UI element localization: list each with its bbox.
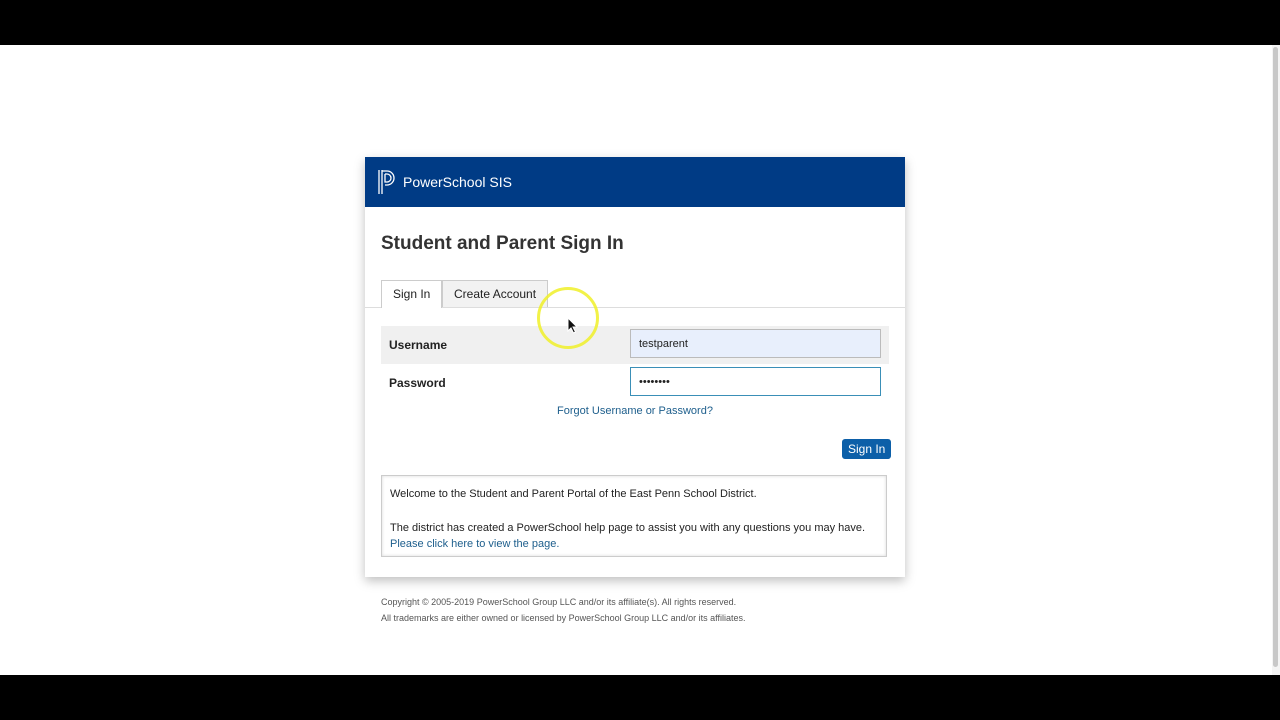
letterbox-top [0, 0, 1280, 45]
password-label: Password [389, 376, 446, 390]
tab-create-account[interactable]: Create Account [442, 280, 548, 307]
tab-bar [365, 280, 905, 308]
username-label: Username [389, 338, 448, 352]
scrollbar-thumb[interactable] [1273, 47, 1278, 667]
forgot-credentials-link[interactable]: Forgot Username or Password? [557, 405, 713, 417]
copyright-text: Copyright © 2005-2019 PowerSchool Group LLC and/or its affiliate(s). All rights reserved. [381, 597, 737, 607]
help-text: The district has created a PowerSchool help page to assist you with any questions you may have. [390, 521, 866, 534]
password-row [381, 364, 889, 402]
username-input[interactable] [630, 329, 881, 358]
page-scrollbar[interactable] [1272, 45, 1280, 675]
welcome-text: Welcome to the Student and Parent Portal of the East Penn School District. [390, 488, 757, 500]
powerschool-logo-icon [377, 169, 397, 195]
sign-in-button[interactable]: Sign In [842, 439, 891, 459]
brand-name: PowerSchool SIS [403, 174, 512, 190]
login-card [365, 157, 905, 577]
help-page-link[interactable]: Please click here to view the page. [390, 538, 560, 550]
brand-header [365, 157, 905, 207]
page-title: Student and Parent Sign In [381, 233, 624, 254]
password-input[interactable] [630, 367, 881, 396]
tab-sign-in[interactable]: Sign In [381, 280, 442, 308]
username-row [381, 326, 889, 364]
letterbox-bottom [0, 675, 1280, 720]
welcome-message [381, 475, 887, 557]
trademark-text: All trademarks are either owned or licensed by PowerSchool Group LLC and/or its affiliates. [381, 613, 746, 623]
mouse-cursor-icon [567, 317, 579, 334]
